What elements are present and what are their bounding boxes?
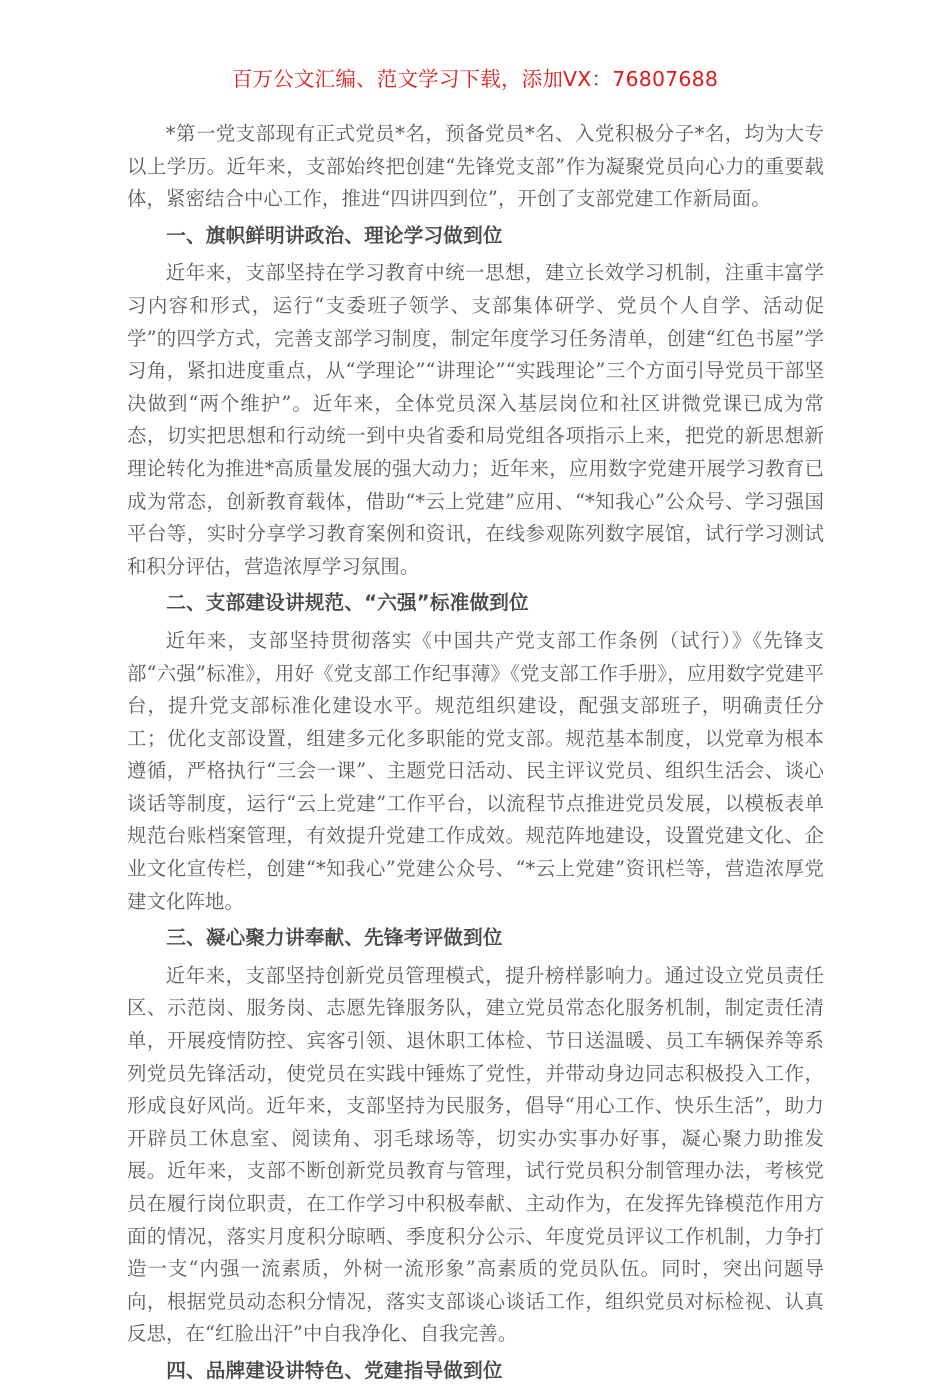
section-heading-2: 二、支部建设讲规范、“六强”标准做到位	[166, 591, 529, 615]
section-body-1: 近年来，支部坚持在学习教育中统一思想，建立长效学习机制，注重丰富学习内容和形式，运行“支委班子领学、支部集体研学、党员个人自学、活动促学”的四学方式，完善支部学习制度，制定年度学习任务清单，创建“红色书屋”学习角，紧扣进度重点，从“学理论”“讲理论”“实践理论”三个方面引导党员干部坚决做到“两个维护”。近年来，全体党员深入基层岗位和社区讲微党课已成为常态，切实把思想和行动统一到中央省委和局党组各项指示上来，把党的新思想新理论转化为推进*高质量发展的强大动力；近年来，应用数字党建开展学习教育已成为常态，创新教育载体，借助“*云上党建”应用、“*知我心”公众号、学习强国平台等，实时分享学习教育案例和资讯，在线参观陈列数字展馆，试行学习测试和积分评估，营造浓厚学习氛围。	[127, 261, 824, 578]
section-heading-4: 四、品牌建设讲特色、党建指导做到位	[166, 1358, 503, 1382]
promo-banner-text: 百万公文汇编、范文学习下载，添加VX：76807688	[231, 67, 719, 91]
section-body-2: 近年来，支部坚持贯彻落实《中国共产党支部工作条例（试行）》《先锋支部“六强”标准》，用好《党支部工作纪事薄》《党支部工作手册》，应用数字党建平台，提升党支部标准化建设水平。规范组织建设，配强支部班子，明确责任分工；优化支部设置，组建多元化多职能的党支部。规范基本制度，以党章为根本遵循，严格执行“三会一课”、主题党日活动、民主评议党员、组织生活会、谈心谈话等制度，运行“云上党建”工作平台，以流程节点推进党员发展，以模板表单规范台账档案管理，有效提升党建工作成效。规范阵地建设，设置党建文化、企业文化宣传栏，创建“*知我心”党建公众号、“*云上党建”资讯栏等，营造浓厚党建文化阵地。	[127, 628, 824, 913]
intro-paragraph: *第一党支部现有正式党员*名，预备党员*名、入党积极分子*名，均为大专以上学历。近年来，支部始终把创建“先锋党支部”作为凝聚党员向心力的重要载体，紧密结合中心工作，推进“四讲四到位”，开创了支部党建工作新局面。	[127, 122, 824, 211]
section-body-3: 近年来，支部坚持创新党员管理模式，提升榜样影响力。通过设立党员责任区、示范岗、服务岗、志愿先锋服务队，建立党员常态化服务机制，制定责任清单，开展疫情防控、宾客引领、退休职工体检、节日送温暖、员工车辆保养等系列党员先锋活动，使党员在实践中锤炼了党性，并带动身边同志积极投入工作，形成良好风尚。近年来，支部坚持为民服务，倡导“用心工作、快乐生活”，助力开辟员工休息室、阅读角、羽毛球场等，切实办实事办好事，凝心聚力助推发展。近年来，支部不断创新党员教育与管理，试行党员积分制管理办法，考核党员在履行岗位职责，在工作学习中积极奉献、主动作为，在发挥先锋模范作用方面的情况，落实月度积分晾晒、季度积分公示、年度党员评议工作机制，力争打造一支“内强一流素质，外树一流形象”高素质的党员队伍。同时，突出问题导向，根据党员动态积分情况，落实支部谈心谈话工作，组织党员对标检视、认真反思，在“红脸出汗”中自我净化、自我完善。	[127, 963, 824, 1346]
section-heading-1: 一、旗帜鲜明讲政治、理论学习做到位	[166, 223, 503, 247]
document-body	[127, 118, 824, 1393]
section-heading-3: 三、凝心聚力讲奉献、先锋考评做到位	[166, 926, 503, 950]
